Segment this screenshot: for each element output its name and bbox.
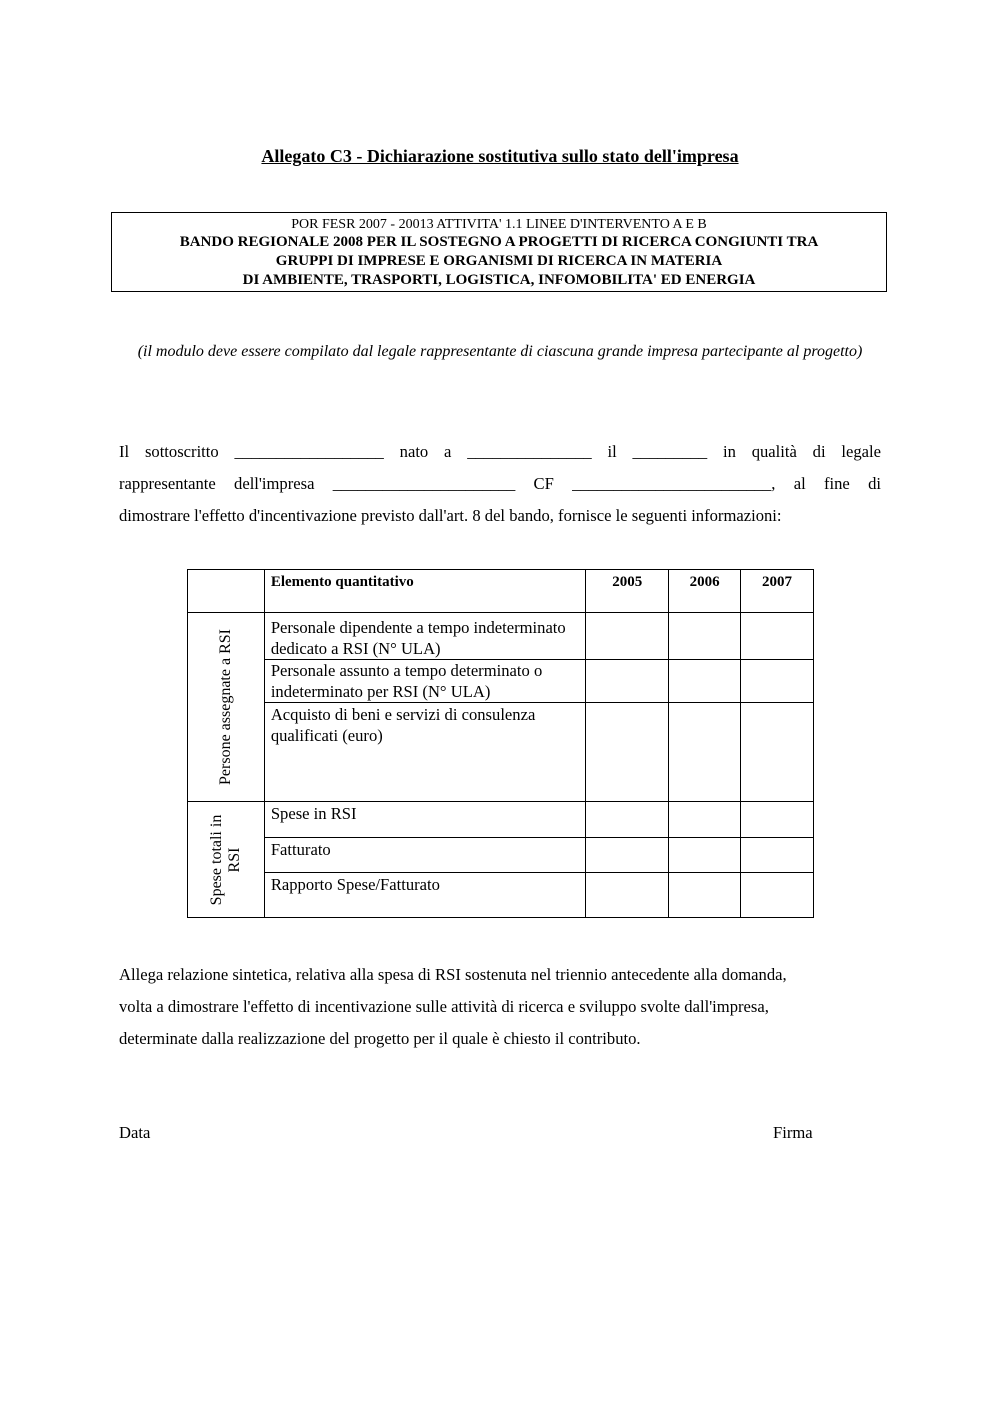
value-cell[interactable] [586,613,669,660]
date-label: Data [119,1123,151,1142]
value-cell[interactable] [586,703,669,802]
program-header-box [111,212,887,292]
call-title-line-3: DI AMBIENTE, TRASPORTI, LOGISTICA, INFOMOBILITA' ED ENERGIA [242,272,756,288]
table-row [188,660,814,703]
value-cell[interactable] [669,873,741,918]
program-line: POR FESR 2007 - 20013 ATTIVITA' 1.1 LINEE D'INTERVENTO A E B [291,217,707,232]
group-label-persons: Persone assegnate a RSI [188,613,265,802]
declaration-line-2: rappresentante dell'impresa ______________________ CF ________________________, al fine di [119,474,881,493]
value-cell[interactable] [669,660,741,703]
compilation-note: (il modulo deve essere compilato dal legale rappresentante di ciascuna grande impresa partecipante al progetto) [137,343,863,360]
value-cell[interactable] [669,703,741,802]
group-label-total-spending: Spese totali in RSI [188,802,265,918]
header-year-2007: 2007 [741,570,814,613]
value-cell[interactable] [741,873,814,918]
attachment-paragraph [119,959,889,1055]
table-row [188,703,814,802]
value-cell[interactable] [741,660,814,703]
header-year-2005: 2005 [586,570,669,613]
header-element: Elemento quantitativo [264,570,586,613]
value-cell[interactable] [741,802,814,838]
row-label: Personale dipendente a tempo indeterminato dedicato a RSI (N° ULA) [264,613,586,660]
call-title-line-1: BANDO REGIONALE 2008 PER IL SOSTEGNO A PROGETTI DI RICERCA CONGIUNTI TRA [179,234,819,250]
table-corner-cell [188,570,265,613]
signature-label: Firma [773,1123,813,1142]
value-cell[interactable] [741,703,814,802]
row-label: Fatturato [264,838,586,873]
value-cell[interactable] [669,613,741,660]
quantitative-elements-table [187,569,814,918]
call-title-line-2: GRUPPI DI IMPRESE E ORGANISMI DI RICERCA IN MATERIA [275,253,723,269]
attachment-line-1: Allega relazione sintetica, relativa alla spesa di RSI sostenuta nel triennio antecedente alla domanda, [119,965,787,984]
row-label: Acquisto di beni e servizi di consulenza qualificati (euro) [264,703,586,802]
table-row [188,613,814,660]
row-label: Personale assunto a tempo determinato o indeterminato per RSI (N° ULA) [264,660,586,703]
value-cell[interactable] [586,802,669,838]
value-cell[interactable] [741,838,814,873]
attachment-line-2: volta a dimostrare l'effetto di incentivazione sulle attività di ricerca e sviluppo svolte dall'impresa, [119,997,769,1016]
table-row [188,838,814,873]
document-title: Allegato C3 - Dichiarazione sostitutiva sullo stato dell'impresa [261,146,739,166]
table-header-row [188,570,814,613]
declaration-line-1: Il sottoscritto __________________ nato a _______________ il _________ in qualità di legale [119,442,881,461]
value-cell[interactable] [741,613,814,660]
declaration-line-3: dimostrare l'effetto d'incentivazione previsto dall'art. 8 del bando, fornisce le seguenti informazioni: [119,506,782,525]
value-cell[interactable] [586,873,669,918]
row-label: Rapporto Spese/Fatturato [264,873,586,918]
declaration-paragraph [119,436,881,532]
value-cell[interactable] [669,838,741,873]
table-row [188,873,814,918]
value-cell[interactable] [586,838,669,873]
table-row [188,802,814,838]
value-cell[interactable] [669,802,741,838]
attachment-line-3: determinate dalla realizzazione del progetto per il quale è chiesto il contributo. [119,1029,641,1048]
row-label: Spese in RSI [264,802,586,838]
header-year-2006: 2006 [669,570,741,613]
value-cell[interactable] [586,660,669,703]
